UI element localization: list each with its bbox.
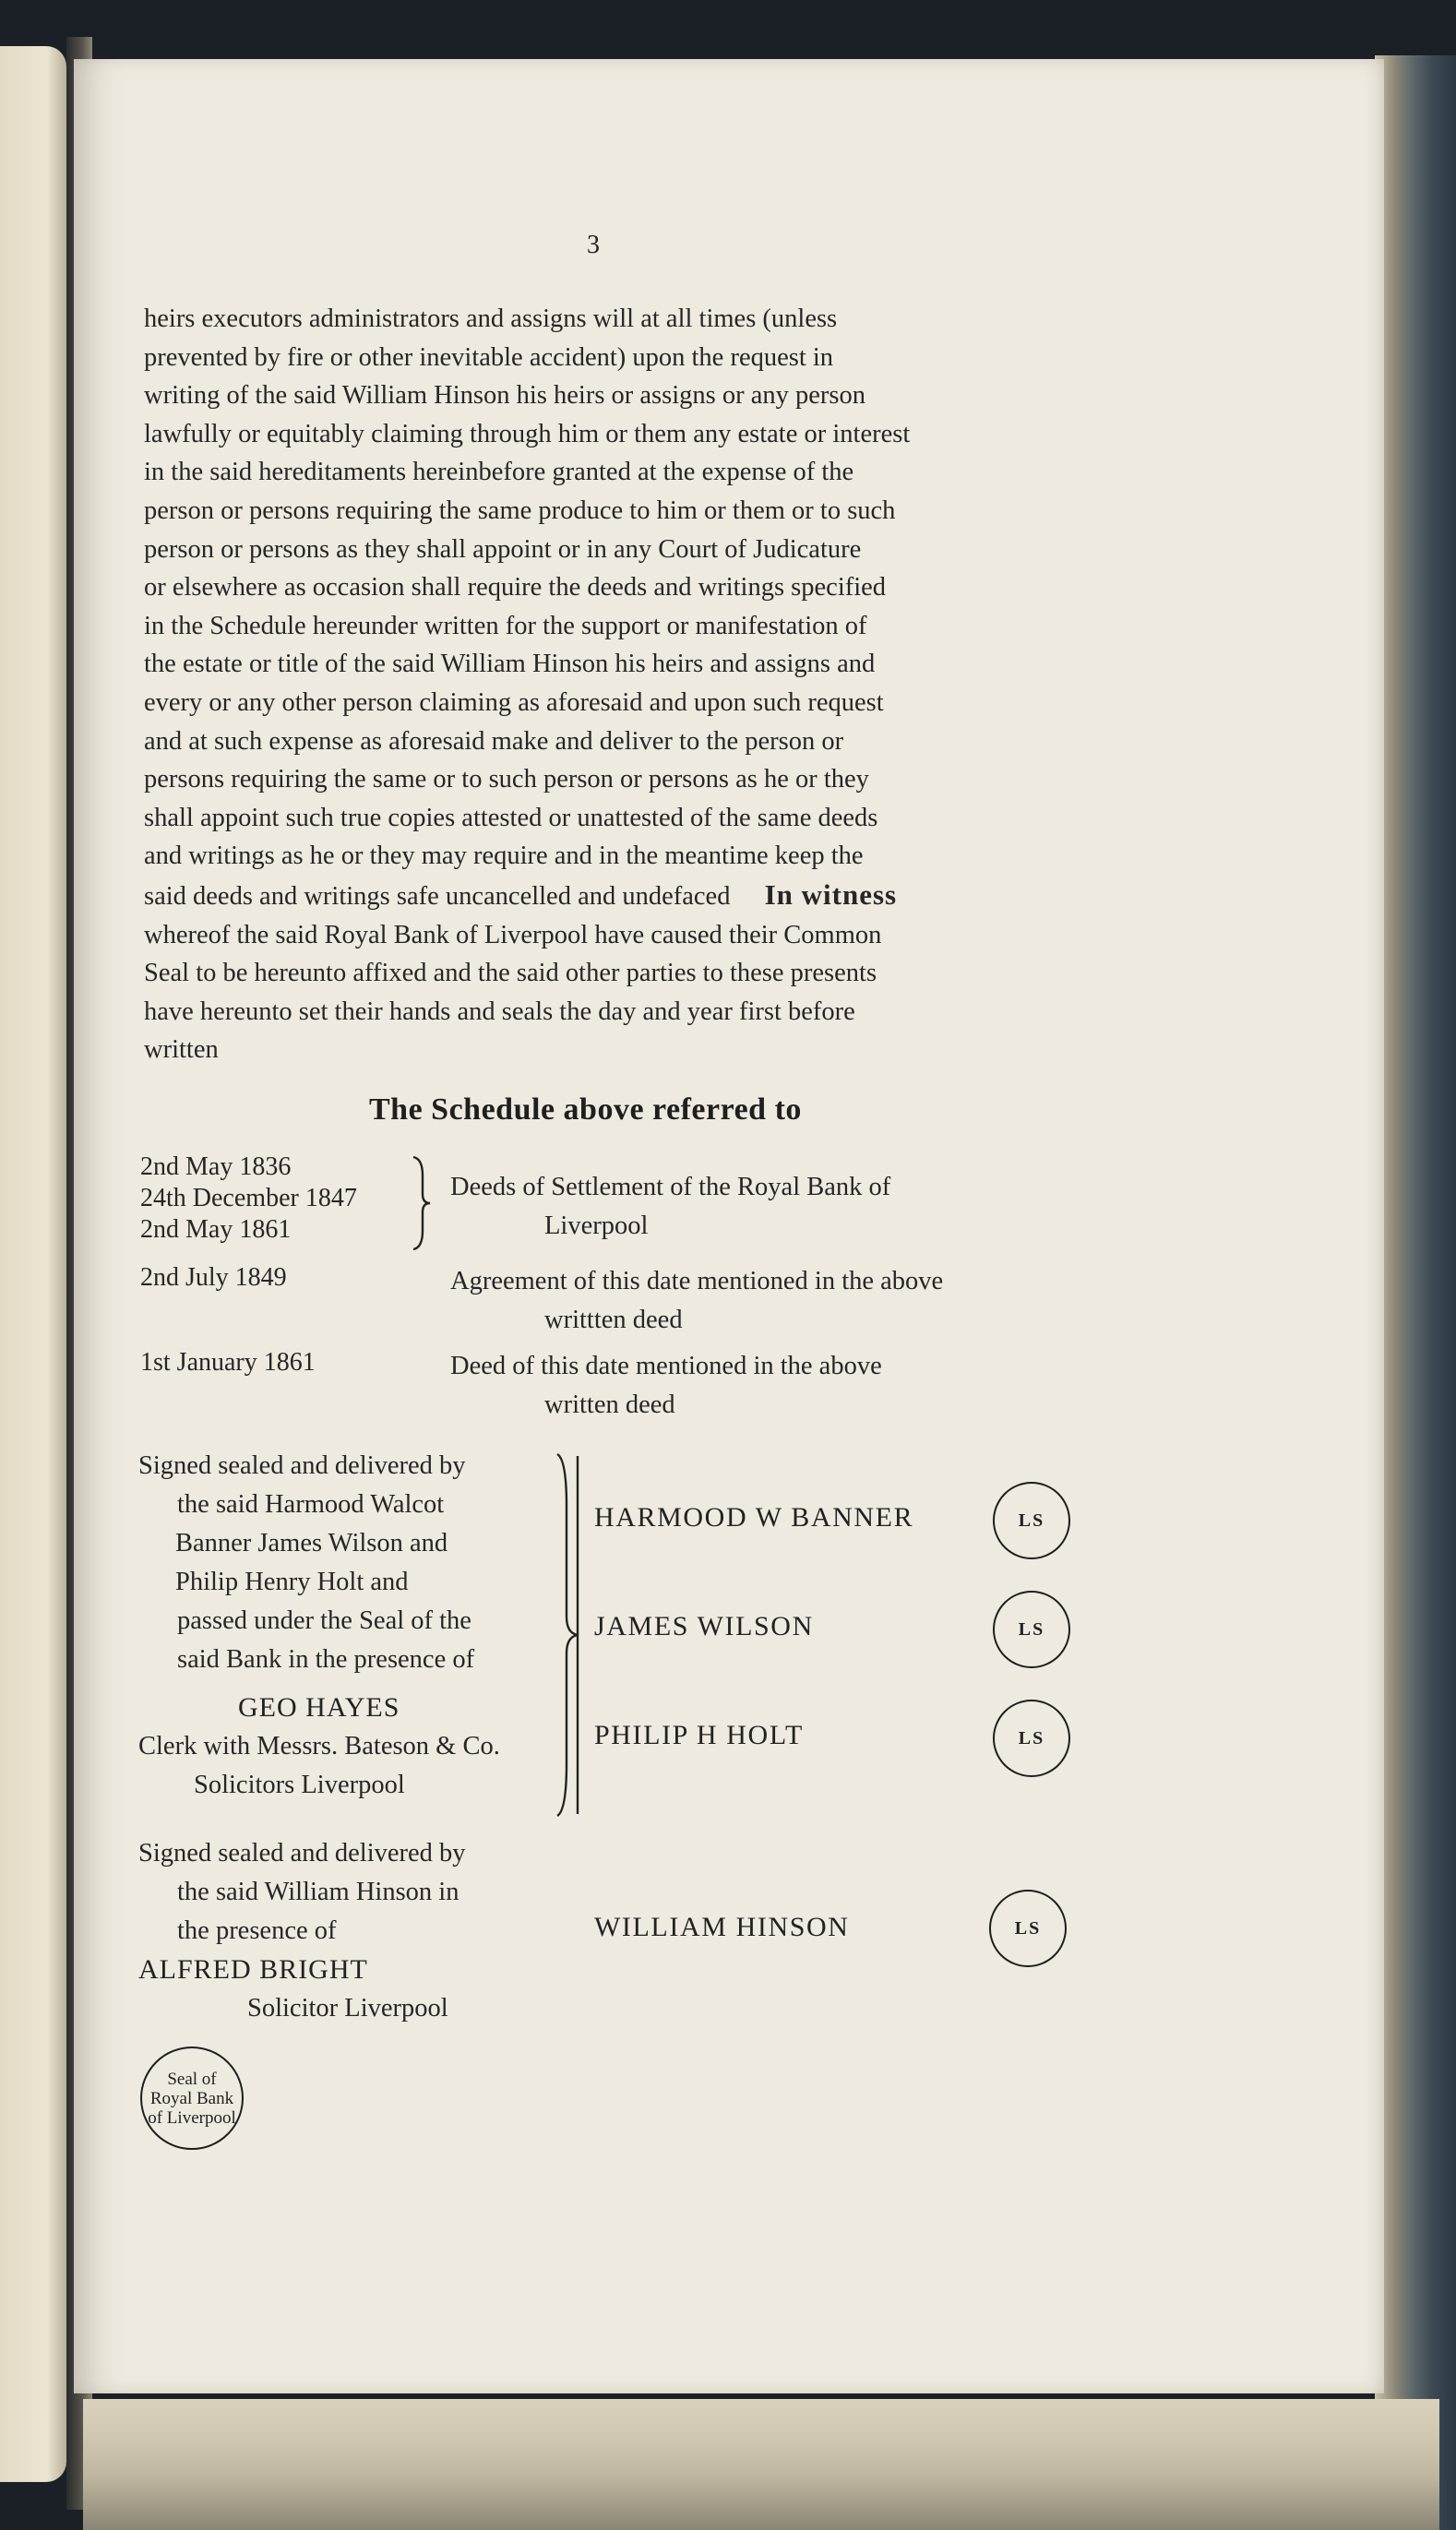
schedule-description	[450, 1168, 1048, 1246]
brace-icon	[410, 1155, 434, 1251]
body-line: the estate or title of the said William Hinson his heirs and assigns and	[144, 650, 876, 679]
schedule-desc-line: Deed of this date mentioned in the above	[450, 1352, 882, 1380]
attestation-line: Signed sealed and delivered by	[138, 1839, 466, 1868]
witness-role: Solicitors Liverpool	[194, 1771, 405, 1799]
ls-seal-icon: LS	[989, 1890, 1067, 1967]
bank-seal-line: Royal Bank	[149, 2088, 234, 2108]
attestation-line: the presence of	[177, 1916, 337, 1945]
bank-seal-line: Seal of	[167, 2069, 217, 2089]
page-number: 3	[587, 231, 600, 259]
schedule-date: 2nd July 1849	[140, 1263, 287, 1292]
schedule-dates	[140, 1347, 316, 1378]
body-line: in the Schedule hereunder written for the support or manifestation of	[144, 611, 867, 640]
witness-name: GEO HAYES	[238, 1692, 400, 1723]
schedule-dates	[140, 1262, 287, 1294]
attestation-line: Philip Henry Holt and	[175, 1568, 409, 1596]
signatory-name: WILLIAM HINSON	[594, 1912, 850, 1942]
schedule-desc-line: Liverpool	[544, 1211, 649, 1240]
signatory-name: JAMES WILSON	[594, 1611, 814, 1641]
body-line: or elsewhere as occasion shall require the deeds and writings specified	[144, 573, 887, 603]
body-line: person or persons requiring the same produce to him or them or to such	[144, 495, 896, 525]
schedule-date: 24th December 1847	[140, 1184, 357, 1212]
in-witness-blackletter: In witness	[764, 877, 898, 911]
body-line: writing of the said William Hinson his heirs or assigns or any person	[144, 381, 865, 411]
body-line: lawfully or equitably claiming through him or them any estate or interest	[144, 419, 911, 448]
body-line: shall appoint such true copies attested or unattested of the same deeds	[144, 803, 878, 832]
attestation-clause	[138, 1834, 466, 2028]
deed-body-text	[144, 300, 1048, 1069]
body-line: have hereunto set their hands and seals the day and year first before	[144, 996, 855, 1026]
witness-role: Clerk with Messrs. Bateson & Co.	[138, 1732, 500, 1760]
schedule-desc-line: Deeds of Settlement of the Royal Bank of	[450, 1173, 891, 1201]
schedule-description	[450, 1262, 1048, 1340]
body-line: said deeds and writings safe uncancelled and undefaced	[144, 881, 731, 911]
attestation-line: Banner James Wilson and	[175, 1529, 448, 1557]
body-line: heirs executors administrators and assigns will at all times (unless	[144, 304, 838, 333]
body-line: every or any other person claiming as aforesaid and upon such request	[144, 687, 884, 717]
attestation-line: the said William Hinson in	[177, 1878, 459, 1906]
schedule-date: 2nd May 1836	[140, 1152, 292, 1181]
body-line: persons requiring the same or to such person or persons as he or they	[144, 765, 869, 794]
schedule-desc-line: Agreement of this date mentioned in the above	[450, 1267, 944, 1295]
body-line: and at such expense as aforesaid make and deliver to the person or	[144, 726, 844, 756]
body-line: and writings as he or they may require and in the meantime keep the	[144, 841, 864, 871]
body-line: written	[144, 1035, 219, 1065]
schedule-date: 1st January 1861	[140, 1348, 316, 1377]
bottom-page-edges	[83, 2399, 1439, 2530]
right-page-stack-edge	[1375, 55, 1456, 2530]
witness-name: ALFRED BRIGHT	[138, 1954, 368, 1985]
schedule-date: 2nd May 1861	[140, 1215, 292, 1244]
schedule-desc-line: writtten deed	[544, 1306, 683, 1334]
schedule-desc-line: written deed	[544, 1390, 675, 1419]
body-line: prevented by fire or other inevitable accident) upon the request in	[144, 342, 834, 372]
witness-role: Solicitor Liverpool	[247, 1994, 448, 2023]
body-line: person or persons as they shall appoint or in any Court of Judicature	[144, 534, 862, 564]
attestation-line: the said Harmood Walcot	[177, 1490, 445, 1519]
schedule-heading: The Schedule above referred to	[369, 1092, 802, 1127]
bank-seal-line: of Liverpool	[148, 2107, 236, 2128]
brace-icon	[552, 1450, 585, 1820]
attestation-line: Signed sealed and delivered by	[138, 1451, 466, 1480]
bank-seal-icon	[140, 2047, 244, 2150]
body-line: in the said hereditaments hereinbefore granted at the expense of the	[144, 458, 854, 487]
left-page-edge	[0, 46, 66, 2482]
signatory-name: HARMOOD W BANNER	[594, 1502, 914, 1533]
attestation-line: passed under the Seal of the	[177, 1606, 471, 1635]
attestation-clause	[138, 1447, 500, 1805]
schedule-dates	[140, 1152, 357, 1246]
attestation-line: said Bank in the presence of	[177, 1645, 475, 1674]
body-line: whereof the said Royal Bank of Liverpool have caused their Common	[144, 920, 882, 949]
signatory-name: PHILIP H HOLT	[594, 1720, 804, 1750]
ls-seal-icon: LS	[993, 1482, 1070, 1559]
schedule-description	[450, 1347, 1048, 1425]
ls-seal-icon: LS	[993, 1591, 1070, 1668]
body-line: Seal to be hereunto affixed and the said other parties to these presents	[144, 959, 877, 988]
ls-seal-icon: LS	[993, 1700, 1070, 1777]
